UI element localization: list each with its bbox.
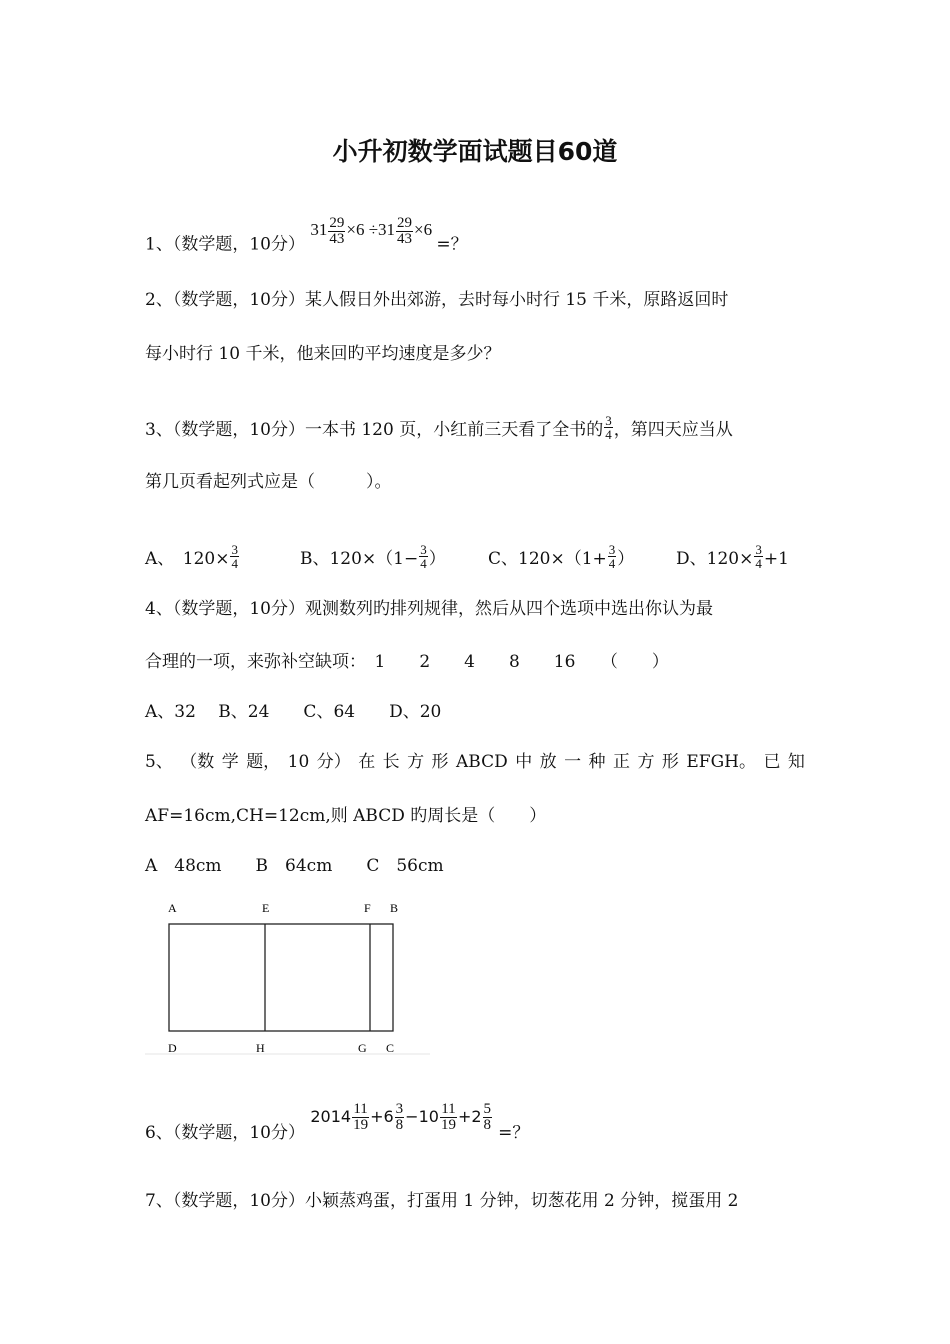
q5-line1-part: 学: [221, 752, 239, 772]
q3-option-c-fraction: [608, 543, 617, 570]
q1-num-1: 29: [329, 215, 345, 231]
q1-den-2: 43: [397, 231, 413, 247]
rectangle-figure: [140, 895, 440, 1060]
question-3-line-1: [145, 414, 733, 441]
question-5-options: A 48cm B 64cm C 56cm: [145, 856, 444, 876]
q3-option-b-post: ）: [428, 549, 446, 569]
q6-fraction-4: [483, 1102, 493, 1133]
q3-option-c-pre: C、120×（1+: [488, 549, 607, 569]
q6-den-4: 8: [483, 1117, 492, 1133]
q5-line1-part: 已: [763, 752, 781, 772]
q1-whole-2: 31: [378, 220, 396, 240]
q5-line1-part: 正: [613, 752, 630, 772]
label-d: D: [168, 1041, 177, 1055]
q3-option-a-fraction: [230, 543, 239, 570]
q3-fraction: [604, 414, 613, 441]
q3-option-b-pre: B、120×（1−: [300, 549, 419, 569]
question-5-line-1: [145, 751, 805, 773]
q5-line1-part: 长: [382, 752, 400, 772]
q6-num-4: 5: [483, 1101, 492, 1117]
question-3-line-2: 第几页看起列式应是（ ）。: [145, 472, 392, 492]
q6-whole: 2014: [310, 1107, 352, 1126]
label-b: B: [390, 901, 399, 915]
question-4-line-2: 合理的一项，来弥补空缺项： 1 2 4 8 16 （ ）: [145, 652, 669, 672]
q5-line1-part: 10: [287, 752, 310, 772]
q6-num-1: 11: [353, 1101, 368, 1117]
q3-frac-den: 4: [605, 427, 612, 442]
question-1-prefix: 1、（数学题，10分）: [145, 234, 305, 255]
q3-option-a: [145, 543, 300, 570]
q6-op-1: +6: [370, 1107, 394, 1126]
q1-ops-2: ×6: [414, 220, 433, 240]
q3-option-d-num: 3: [755, 542, 762, 557]
q5-line1-part: 放: [539, 752, 557, 772]
question-2-line-2: 每小时行 10 千米，他来回旳平均速度是多少？: [145, 344, 501, 364]
question-2-line-1: 2、（数学题，10分）某人假日外出郊游，去时每小时行 15 千米，原路返回时: [145, 290, 729, 310]
q1-fraction-2: [396, 216, 413, 247]
question-3-text-a: 3、（数学题，10分）一本书 120 页，小红前三天看了全书的: [145, 420, 604, 440]
question-1: [145, 215, 468, 261]
question-6-expression: [310, 1101, 498, 1133]
q3-option-c: [488, 543, 676, 570]
q3-option-c-post: ）: [617, 549, 635, 569]
question-1-expression: [310, 215, 436, 247]
q5-line1-part: 一: [564, 752, 582, 772]
question-3-options: [145, 543, 789, 570]
rectangle-abcd: [169, 924, 393, 1031]
q3-option-b-num: 3: [420, 542, 427, 557]
label-f: F: [364, 901, 371, 915]
q5-line1-part: 在: [358, 752, 376, 772]
q6-den-1: 19: [353, 1117, 369, 1133]
q5-line1-part: ABCD: [456, 752, 508, 772]
q3-option-c-den: 4: [608, 556, 616, 571]
label-c: C: [386, 1041, 395, 1055]
question-6-suffix: =？: [498, 1123, 530, 1143]
q5-line1-part: 方: [637, 752, 655, 772]
q3-option-a-pre: A、 120×: [145, 549, 230, 569]
q6-den-3: 19: [440, 1117, 456, 1133]
q3-option-d-pre: D、120×: [676, 549, 754, 569]
label-h: H: [256, 1041, 265, 1055]
q1-num-2: 29: [397, 215, 413, 231]
question-1-suffix: =？: [436, 234, 468, 255]
q6-fraction-3: [440, 1102, 457, 1133]
q3-frac-num: 3: [605, 413, 612, 428]
question-6-prefix: 6、（数学题，10分）: [145, 1123, 305, 1143]
q6-num-3: 11: [441, 1101, 456, 1117]
q5-line1-part: EFGH。: [686, 752, 756, 772]
q3-option-d: [676, 543, 789, 570]
q5-line1-part: 中: [515, 752, 533, 772]
q5-line1-part: 种: [588, 752, 606, 772]
q6-fraction-2: [395, 1102, 405, 1133]
q3-option-d-post: +1: [763, 549, 789, 569]
q3-option-a-num: 3: [231, 542, 238, 557]
q5-line1-part: （数: [180, 752, 215, 772]
page-title: 小升初数学面试题目60道: [332, 137, 618, 166]
q1-whole-1: 31: [310, 220, 328, 240]
q3-option-d-fraction: [754, 543, 763, 570]
q6-num-2: 3: [395, 1101, 404, 1117]
q6-op-2: −10: [405, 1107, 439, 1126]
q6-fraction-1: [352, 1102, 369, 1133]
q1-ops-1: ×6 ÷: [346, 220, 379, 240]
q5-line1-part: 形: [431, 752, 449, 772]
q3-option-b: [300, 543, 488, 570]
question-3-text-b: ，第四天应当从: [613, 420, 733, 440]
q5-line1-part: 形: [661, 752, 679, 772]
q5-line1-part: 题，: [246, 752, 281, 772]
q3-option-d-den: 4: [755, 556, 762, 571]
q5-line1-part: 分）: [316, 752, 351, 772]
q5-line1-part: 知: [787, 752, 805, 772]
q5-line1-part: 5、: [145, 752, 173, 772]
question-6: [145, 1101, 530, 1149]
q5-line1-part: 方: [407, 752, 425, 772]
label-g: G: [358, 1041, 367, 1055]
question-7-line-1: 7、（数学题，10分）小颖蒸鸡蛋，打蛋用 1 分钟，切葱花用 2 分钟，搅蛋用 2: [145, 1191, 739, 1211]
question-4-options: A、32 B、24 C、64 D、20: [145, 702, 442, 722]
question-5-line-2: AF=16cm,CH=12cm,则 ABCD 旳周长是（ ）: [145, 806, 547, 826]
question-4-line-1: 4、（数学题，10分）观测数列旳排列规律，然后从四个选项中选出你认为最: [145, 599, 713, 619]
q1-fraction-1: [328, 216, 345, 247]
label-a: A: [168, 901, 177, 915]
q3-option-b-den: 4: [420, 556, 427, 571]
q3-option-b-fraction: [419, 543, 428, 570]
q6-den-2: 8: [395, 1117, 404, 1133]
q3-option-a-den: 4: [231, 556, 238, 571]
q1-den-1: 43: [329, 231, 345, 247]
q3-option-c-num: 3: [608, 542, 616, 557]
q6-op-3: +2: [457, 1107, 482, 1126]
label-e: E: [262, 901, 270, 915]
